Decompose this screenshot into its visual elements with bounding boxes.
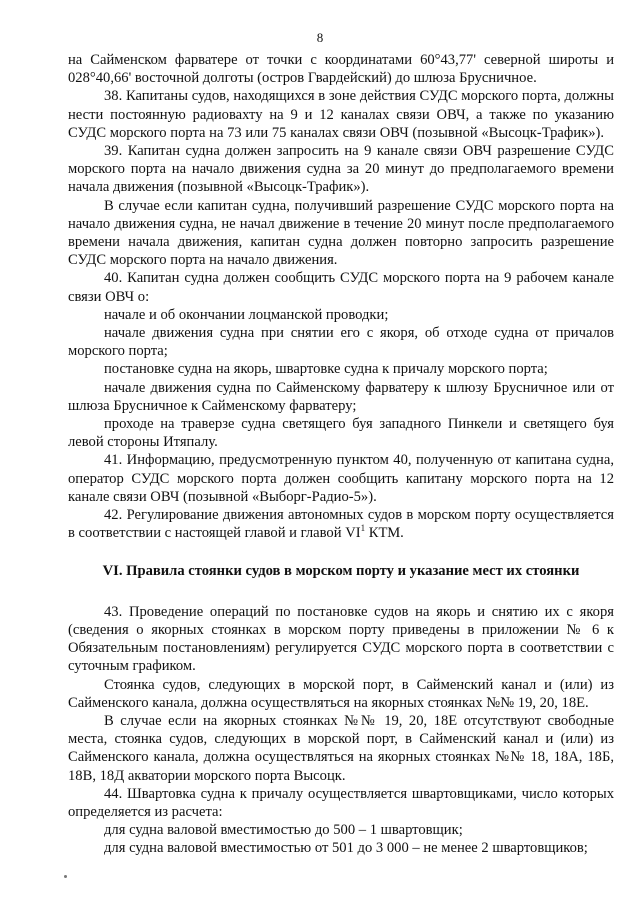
page-number: 8 (316, 30, 324, 45)
paragraph-item-38: 38. Капитаны судов, находящихся в зоне действия СУДС морского порта, должны нести постоянную радиовахту на 9 и 12 каналах связи ОВЧ, а также по указанию СУДС морского порта на 73 или 75 каналах связи ОВЧ (позывной «Высоцк-Трафик»). (68, 88, 614, 141)
list-item-mooring: постановке судна на якорь, швартовке судна к причалу морского порта; (104, 361, 548, 378)
scan-speck (64, 875, 67, 878)
paragraph-item-39-case: В случае если капитан судна, получивший разрешение СУДС морского порта на начало движения судна, не начал движение в течение 20 минут после предполагаемого времени начала движения, капитан судна должен повторно запросить разрешение СУДС морского порта на начало движения. (68, 197, 614, 269)
document-body (68, 51, 614, 858)
list-item-buoy-passing: проходе на траверзе судна светящего буя западного Пинкели и светящего буя левой стороны Итяпалу. (68, 416, 614, 451)
section-heading: VI. Правила стоянки судов в морском порту и указание мест их стоянки (102, 563, 580, 580)
paragraph-item-39: 39. Капитан судна должен запросить на 9 канале связи ОВЧ разрешение СУДС морского порта на начало движения судна за 20 минут до предполагаемого времени начала движения (позывной «Высоцк-Трафик»). (68, 143, 614, 196)
item-42-text: 42. Регулирование движения автономных судов в морском порту осуществляется в соответствии с настоящей главой и главой VI (68, 507, 614, 542)
list-item-pilotage: начале и об окончании лоцманской проводки; (104, 306, 389, 323)
paragraph-item-42 (68, 506, 614, 542)
paragraph-item-41: 41. Информацию, предусмотренную пунктом 40, полученную от капитана судна, оператор СУДС морского порта должен сообщить капитану морского порта на 12 канале связи ОВЧ (позывной «Выборг-Радио-5»). (68, 452, 614, 505)
list-item-tonnage-3000: для судна валовой вместимостью от 501 до 3 000 – не менее 2 швартовщиков; (104, 840, 588, 857)
paragraph-item-43: 43. Проведение операций по постановке судов на якорь и снятию их с якоря (сведения о якорных стоянках в морском порту приведены в приложении № 6 к Обязательным постановлениям) регулируется СУДС морского порта в соответствии с суточным графиком. (68, 603, 614, 675)
paragraph-anchorage-main: Стоянка судов, следующих в морской порт, в Сайменский канал и (или) из Сайменского канала, должна осуществляться на якорных стоянках №№ 19, 20, 18Е. (68, 676, 614, 711)
paragraph-item-40: 40. Капитан судна должен сообщить СУДС морского порта на 9 рабочем канале связи ОВЧ о: (68, 270, 614, 305)
paragraph-anchorage-alternative: В случае если на якорных стоянках №№ 19, 20, 18Е отсутствуют свободные места, стоянка судов, следующих в морской порт, в Сайменский канал и (или) из Сайменского канала, должна осуществляться на якорных стоянках №№ 18, 18А, 18Б, 18В, 18Д акватории морского порта Высоцк. (68, 712, 614, 784)
paragraph-item-44: 44. Швартовка судна к причалу осуществляется швартовщиками, число которых определяется из расчета: (68, 785, 614, 820)
list-item-anchor-departure: начале движения судна при снятии его с якоря, об отходе судна от причалов морского порта; (68, 325, 614, 360)
list-item-tonnage-500: для судна валовой вместимостью до 500 – 1 швартовщик; (104, 822, 463, 839)
item-42-end: КТМ. (365, 525, 404, 542)
item-42-superscript: 1 (360, 523, 366, 534)
list-item-fairway-movement: начале движения судна по Сайменскому фарватеру к шлюзу Брусничное или от шлюза Брусничное к Сайменскому фарватеру; (68, 379, 614, 414)
paragraph-continuation: на Сайменском фарватере от точки с координатами 60°43,77' северной широты и 028°40,66' восточной долготы (остров Гвардейский) до шлюза Брусничное. (68, 52, 614, 87)
